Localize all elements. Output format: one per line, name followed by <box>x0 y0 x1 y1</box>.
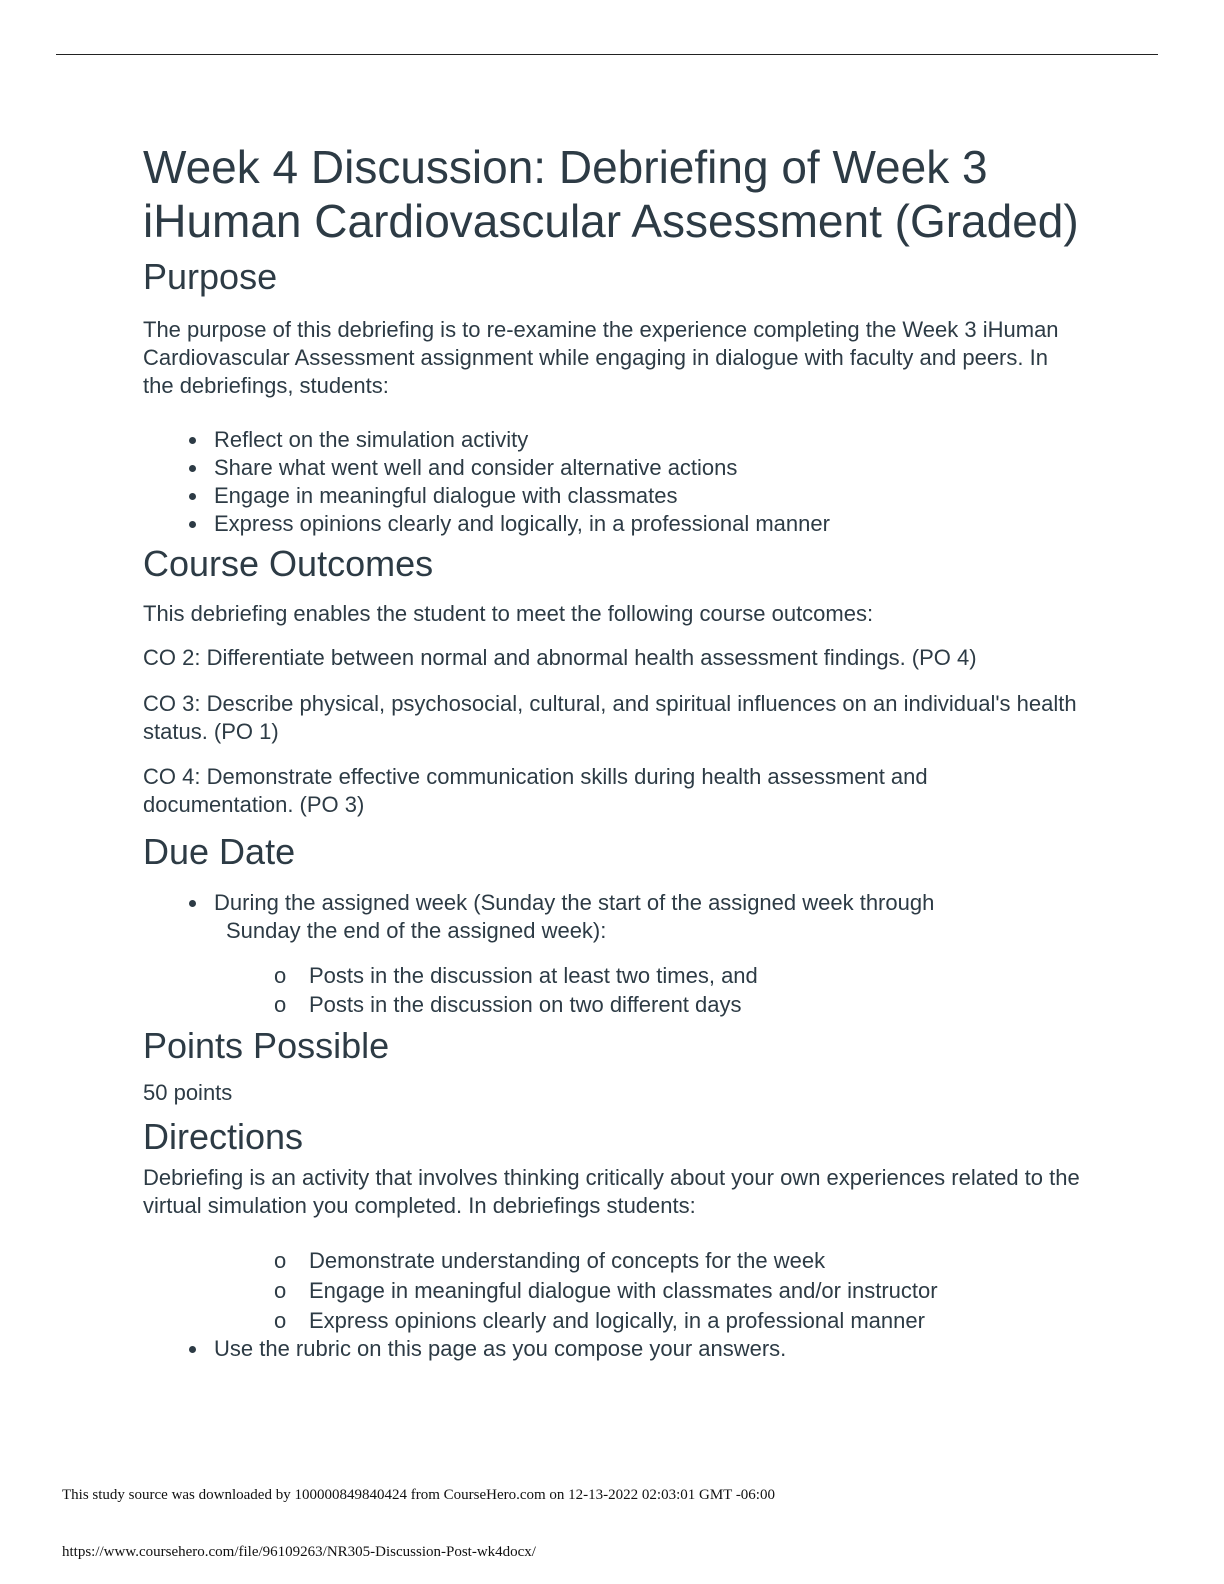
directions-heading: Directions <box>143 1116 304 1157</box>
due-date-heading: Due Date <box>143 831 296 872</box>
list-item: Share what went well and consider alternative actions <box>143 454 1083 482</box>
list-item: o Express opinions clearly and logically, in a professional manner <box>143 1306 1083 1335</box>
due-date-list <box>143 889 1083 945</box>
outcome-co2: CO 2: Differentiate between normal and abnormal health assessment findings. (PO 4) <box>143 645 977 670</box>
outcomes-intro: This debriefing enables the student to meet the following course outcomes: <box>143 601 874 626</box>
list-item: o Posts in the discussion on two different days <box>143 990 1083 1019</box>
directions-text: Debriefing is an activity that involves thinking critically about your own experiences related to the virtual simulation you completed. In debriefings students: <box>143 1165 1080 1218</box>
purpose-heading: Purpose <box>143 256 278 297</box>
document-content <box>143 140 1083 1363</box>
source-url[interactable]: https://www.coursehero.com/file/96109263/NR305-Discussion-Post-wk4docx/ <box>62 1544 536 1560</box>
due-sub-list <box>143 961 1083 1019</box>
points-heading: Points Possible <box>143 1025 390 1066</box>
list-item: Reflect on the simulation activity <box>143 426 1083 454</box>
due-line-2: Sunday the end of the assigned week): <box>226 918 607 943</box>
outcome-co4: CO 4: Demonstrate effective communication skills during health assessment and documentation. (PO 3) <box>143 764 928 817</box>
list-item: o Posts in the discussion at least two times, and <box>143 961 1083 990</box>
list-item: Engage in meaningful dialogue with classmates <box>143 482 1083 510</box>
page-title: Week 4 Discussion: Debriefing of Week 3 iHuman Cardiovascular Assessment (Graded) <box>143 141 1079 247</box>
outcome-co3: CO 3: Describe physical, psychosocial, cultural, and spiritual influences on an individual's health status. (PO 1) <box>143 691 1077 744</box>
list-item: o Demonstrate understanding of concepts for the week <box>143 1246 1083 1275</box>
list-item: o Engage in meaningful dialogue with classmates and/or instructor <box>143 1276 1083 1305</box>
directions-sub-list <box>143 1246 1083 1335</box>
due-line-1: During the assigned week (Sunday the start of the assigned week through <box>214 890 935 915</box>
download-notice: This study source was downloaded by 100000849840424 from CourseHero.com on 12-13-2022 02:03:01 GMT -06:00 <box>62 1487 775 1503</box>
list-item <box>143 889 1083 945</box>
purpose-list <box>143 426 1083 538</box>
outcomes-heading: Course Outcomes <box>143 543 434 584</box>
list-item: Express opinions clearly and logically, in a professional manner <box>143 510 1083 538</box>
points-text: 50 points <box>143 1080 233 1105</box>
directions-list <box>143 1335 1083 1363</box>
list-item: Use the rubric on this page as you compose your answers. <box>143 1335 1083 1363</box>
purpose-text: The purpose of this debriefing is to re-examine the experience completing the Week 3 iHuman Cardiovascular Assessment assignment while engaging in dialogue with faculty and peers. In the debriefings, students: <box>143 317 1059 398</box>
top-rule <box>56 54 1158 55</box>
